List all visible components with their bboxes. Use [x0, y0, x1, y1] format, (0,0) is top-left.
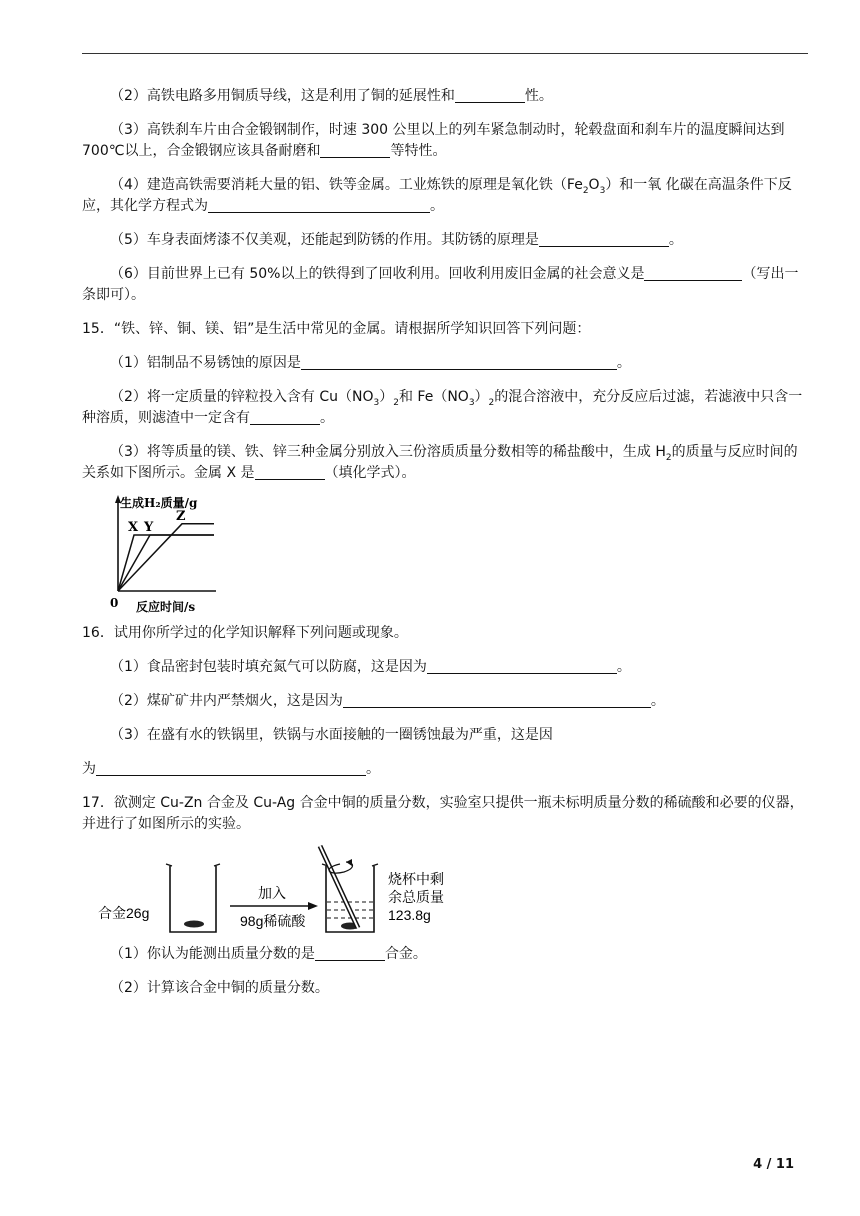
q14-item-6-tail: （写出一条即可）。 [82, 266, 799, 303]
q14-item-4-text: ）和一氧 化碳在高温条件下反应，其化学方程式为 [82, 177, 792, 214]
series-line-x [118, 535, 214, 591]
remaining-mass-value: 123.8g [388, 907, 431, 923]
answer-blank[interactable] [427, 658, 617, 674]
subscript: 3 [599, 185, 606, 196]
q14-item-6-text: （6）目前世界上已有 50%以上的铁得到了回收利用。回收利用废旧金属的社会意义是 [110, 266, 645, 282]
q14-item-5 [82, 230, 809, 251]
q16-item-3-cont [82, 759, 809, 780]
arrow-top-label: 加入 [258, 885, 286, 901]
origin-label: 0 [110, 596, 119, 610]
answer-blank[interactable] [255, 464, 325, 480]
answer-blank[interactable] [301, 354, 617, 370]
series-line-y [118, 535, 214, 591]
q17-stem: 17．欲测定 Cu-Zn 合金及 Cu-Ag 合金中铜的质量分数，实验室只提供一瓶未标明质量分数的稀硫酸和必要的仪器，并进行了如图所示的实验。 [82, 795, 804, 832]
q15-item-3-text: 的质量与反应时间的关系如下图所示。金属 X 是 [82, 444, 798, 481]
q14-item-5-tail: 。 [668, 232, 683, 248]
q16-item-1-tail: 。 [616, 659, 631, 675]
q15-item-2-text: ） [379, 389, 394, 405]
remaining-mass-label-1: 烧杯中剩 [388, 871, 444, 887]
q14-item-3 [82, 120, 809, 162]
reaction-arrowhead [308, 902, 318, 910]
q14-item-3-tail: 等特性。 [390, 143, 447, 159]
q16-item-2 [82, 691, 809, 712]
header-rule [82, 53, 808, 54]
q14-item-2 [82, 86, 809, 107]
q15-item-3-text: （3）将等质量的镁、铁、锌三种金属分别放入三份溶质质量分数相等的稀盐酸中，生成 H [110, 444, 666, 460]
answer-blank[interactable] [320, 142, 390, 158]
q14-item-4-text: O [588, 177, 600, 193]
q16-item-1 [82, 657, 809, 678]
subscript: 3 [468, 397, 475, 408]
q15-item-2 [82, 387, 809, 429]
answer-blank[interactable] [343, 692, 651, 708]
subscript: 2 [665, 452, 672, 463]
x-axis-label: 反应时间/s [136, 600, 196, 614]
q16-item-1-text: （1）食品密封包装时填充氮气可以防腐，这是因为 [110, 659, 427, 675]
q14-item-5-text: （5）车身表面烤漆不仅美观，还能起到防锈的作用。其防锈的原理是 [110, 232, 539, 248]
q16-item-3-tail: 。 [366, 761, 380, 777]
q15-item-1 [82, 353, 809, 374]
q16-item-2-tail: 。 [650, 693, 665, 709]
subscript: 2 [488, 397, 495, 408]
q16-item-2-text: （2）煤矿矿井内严禁烟火，这是因为 [110, 693, 343, 709]
q14-item-2-text: （2）高铁电路多用铜质导线，这是利用了铜的延展性和 [110, 88, 455, 104]
page-content [82, 86, 809, 1012]
q14-item-4 [82, 175, 809, 217]
experiment-svg [82, 840, 502, 938]
subscript: 2 [393, 397, 399, 408]
experiment-figure [82, 840, 809, 938]
answer-blank[interactable] [96, 760, 366, 776]
answer-blank[interactable] [315, 945, 385, 961]
q15-item-2-text: ） [474, 389, 489, 405]
y-axis-label: 生成H₂质量/g [120, 496, 198, 510]
q17-item-2-text: （2）计算该合金中铜的质量分数。 [110, 980, 329, 996]
answer-blank[interactable] [208, 197, 430, 213]
q17-item-2 [82, 978, 809, 999]
q16-item-3 [82, 725, 809, 746]
q15-item-2-text: 和 Fe（NO [398, 389, 469, 405]
subscript: 2 [582, 185, 589, 196]
q17-item-1-text: （1）你认为能测出质量分数的是 [110, 946, 315, 962]
q17-item-1-tail: 合金。 [384, 946, 427, 962]
q14-item-4-tail: 。 [430, 198, 444, 214]
answer-blank[interactable] [644, 265, 742, 281]
q14-item-6 [82, 264, 809, 306]
hydrogen-chart [82, 491, 809, 615]
series-label-x: X [128, 520, 139, 535]
q15-item-2-text: 的混合溶液中，充分反应后过滤，若滤液中只含一种溶质，则滤渣中一定含有 [82, 389, 803, 426]
alloy-sample [184, 921, 204, 928]
q15-item-1-text: （1）铝制品不易锈蚀的原因是 [110, 355, 301, 371]
answer-blank[interactable] [250, 409, 320, 425]
q14-item-3-text: （3）高铁刹车片由合金锻钢制作，时速 300 公里以上的列车紧急制动时，轮毂盘面和刹车片的温度瞬间达到 700℃以上，合金锻钢应该具备耐磨和 [82, 122, 785, 159]
arrow-bottom-label: 98g稀硫酸 [240, 913, 306, 929]
subscript: 3 [373, 397, 380, 408]
answer-blank[interactable] [455, 87, 525, 103]
q17-item-1 [82, 944, 809, 965]
page-number: 4 / 11 [753, 1157, 794, 1172]
q15-item-1-tail: 。 [616, 355, 631, 371]
q14-item-4-text: （4）建造高铁需要消耗大量的铝、铁等金属。工业炼铁的原理是氧化铁（Fe [110, 177, 583, 193]
answer-blank[interactable] [539, 231, 669, 247]
beaker-left-lip [166, 864, 220, 866]
stir-arrowhead [346, 859, 352, 866]
series-label-z: Z [176, 508, 186, 524]
alloy-label: 合金26g [98, 905, 150, 921]
remaining-mass-label-2: 余总质量 [388, 889, 444, 905]
q15-item-3 [82, 442, 809, 484]
chart-svg [82, 491, 312, 615]
q15-item-2-text: （2）将一定质量的锌粒投入含有 Cu（NO [110, 389, 374, 405]
q16-item-3-text: （3）在盛有水的铁锅里，铁锅与水面接触的一圈锈蚀最为严重，这是因 [110, 727, 553, 743]
q15-stem: 15．“铁、锌、铜、镁、铝”是生活中常见的金属。请根据所学知识回答下列问题： [82, 321, 591, 337]
series-label-y: Y [144, 520, 154, 535]
q14-item-2-tail: 性。 [524, 88, 553, 104]
q16-stem: 16．试用你所学过的化学知识解释下列问题或现象。 [82, 625, 408, 641]
q16-item-3-cont-text: 为 [82, 761, 96, 777]
series-layer [118, 509, 214, 591]
q15-item-3-tail: （填化学式）。 [324, 465, 416, 481]
q15-item-2-tail: 。 [320, 410, 334, 426]
